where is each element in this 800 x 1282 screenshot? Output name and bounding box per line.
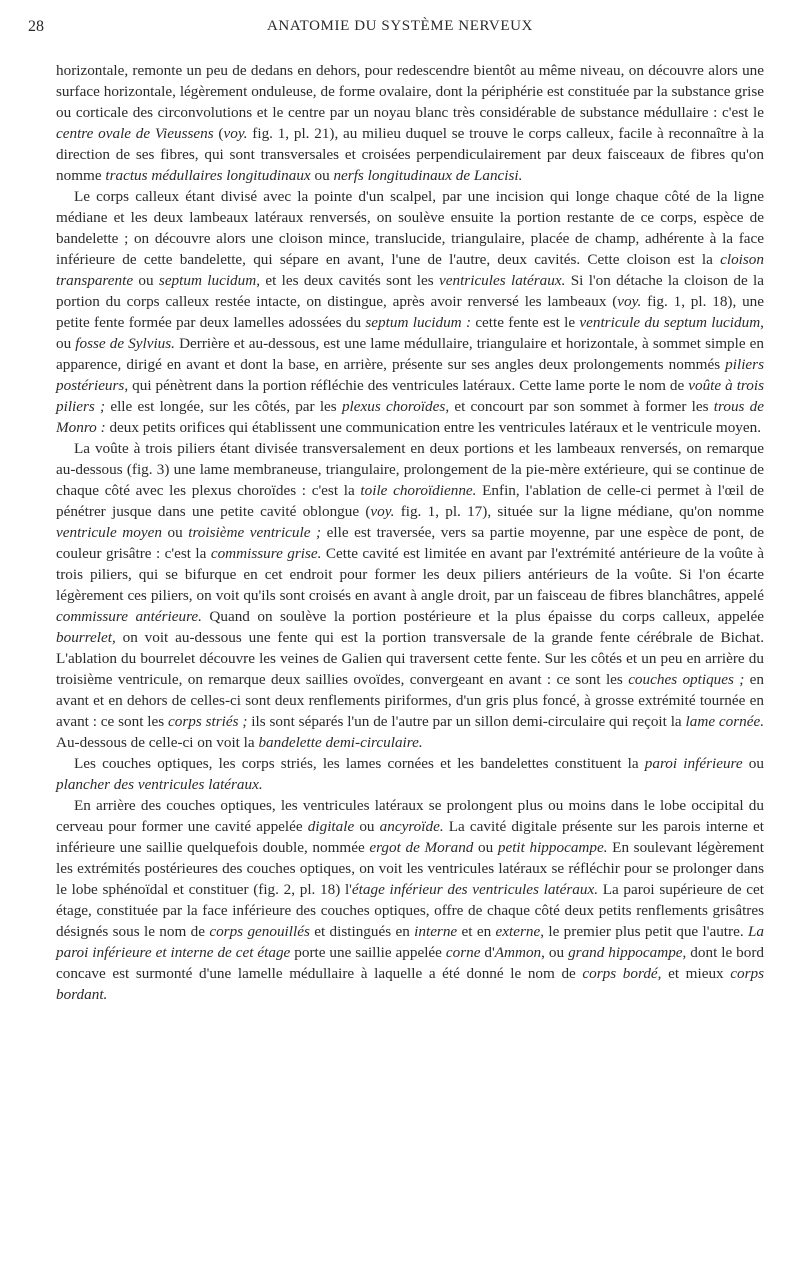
italic-term: septum lucidum : <box>365 314 472 331</box>
paragraph <box>56 60 764 186</box>
italic-term: grand hippocampe <box>568 944 683 961</box>
italic-term: ancyroïde. <box>379 818 444 835</box>
italic-term: corps striés ; <box>168 713 248 730</box>
italic-term: commissure antérieure. <box>56 608 202 625</box>
italic-term: ventricule du septum lucidum <box>579 314 761 331</box>
italic-term: interne <box>414 923 458 940</box>
text-run: Le corps calleux étant divisé avec la pointe d'un scalpel, par une incision qui longe chaque côté de la ligne médiane et les deux lambeaux latéraux renversés, on soulève ensuite la portion restante de ce corps, espèce de bandelette ; on découvre alors une cloison mince, translucide, triangulaire, placée de champ, adhérente à la face inférieure de cette bandelette, qui sépare en avant, l'une de l'autre, deux cavités. Cette cloison est la <box>56 188 764 268</box>
italic-term: trous de Monro : <box>56 398 765 436</box>
italic-term: voy. <box>370 503 395 520</box>
text-run: d' <box>480 944 495 961</box>
text-run: En soulevant légèrement les extrémités postérieures des couches optiques, on voit les ventricules latéraux se réfléchir pour se prolonger dans le lobe sphénoïdal et constituer (fig. 2, pl. 18) l' <box>56 839 764 898</box>
italic-term: plexus choroïdes <box>341 398 446 415</box>
text-run: En arrière des couches optiques, les ventricules latéraux se prolongent plus ou moins dans le lobe occipital du cerveau pour former une cavité appelée <box>56 797 764 835</box>
paragraph <box>56 795 764 1005</box>
text-run: porte une saillie appelée <box>290 944 446 961</box>
paragraph <box>56 438 764 753</box>
text-run: , on voit au-dessous une fente qui est la portion transversale de la grande fente cérébrale de Bichat. L'ablation du bourrelet découvre les veines de Galien qui traversent cette fente. Sur les côtés et un peu en arrière du troisième ventricule, on remarque deux saillies ovoïdes, convergeant en avant : ce sont les <box>56 629 764 688</box>
text-run: , et les deux cavités sont les <box>256 272 440 289</box>
text-run: ou <box>133 272 159 289</box>
italic-term: troisième ventricule ; <box>188 524 322 541</box>
italic-term: centre ovale de Vieussens <box>56 125 214 142</box>
text-run: ils sont séparés l'un de l'autre par un sillon demi-circulaire qui reçoit la <box>247 713 686 730</box>
italic-term: couches optiques ; <box>628 671 745 688</box>
text-run: ou <box>161 524 189 541</box>
italic-term: fosse de Sylvius. <box>75 335 175 352</box>
italic-term: externe <box>495 923 541 940</box>
italic-term: Ammon <box>494 944 542 961</box>
text-run: , qui pénètrent dans la portion réfléchie des ventricules latéraux. Cette lame porte le nom de <box>124 377 689 394</box>
italic-term: voûte à trois piliers ; <box>56 377 764 415</box>
italic-term: digitale <box>307 818 355 835</box>
text-run: ou <box>473 839 498 856</box>
text-run: Au-dessous de celle-ci on voit la <box>56 734 259 751</box>
text-run: elle est traversée, vers sa partie moyenne, par une espèce de pont, de couleur grisâtre : c'est la <box>56 524 765 562</box>
running-title: ANATOMIE DU SYSTÈME NERVEUX <box>267 18 533 34</box>
italic-term: piliers postérieurs <box>56 356 764 394</box>
text-run: fig. 1, pl. 17), située sur la ligne médiane, qu'on nomme <box>394 503 764 520</box>
italic-term: ventricule moyen <box>56 524 162 541</box>
text-run: fig. 1, pl. 18), une petite fente formée par deux lamelles adossées du <box>56 293 764 331</box>
italic-term: tractus médullaires longitudinaux <box>105 167 311 184</box>
text-run: Si l'on détache la cloison de la portion du corps calleux restée intacte, on distingue, après avoir renversé les lambeaux ( <box>56 272 764 310</box>
italic-term: cloison transparente <box>56 251 764 289</box>
paragraph <box>56 753 764 795</box>
text-run: et en <box>457 923 496 940</box>
text-run: horizontale, remonte un peu de dedans en dehors, pour redescendre bientôt au même niveau, on découvre alors une surface horizontale, légèrement onduleuse, de forme ovalaire, dont la périphérie est constituée par la substance grise ou corticale des circonvolutions et le centre par un noyau blanc très considérable de substance médullaire : c'est le <box>56 62 764 121</box>
text-run: La cavité digitale présente sur les parois interne et inférieure une saillie quelquefois double, nommée <box>56 818 764 856</box>
italic-term: La paroi inférieure et interne de cet étage <box>56 923 765 961</box>
text-run: elle est longée, sur les côtés, par les <box>105 398 342 415</box>
text-run: Enfin, l'ablation de celle-ci permet à l'œil de pénétrer jusque dans une petite cavité oblongue ( <box>56 482 764 520</box>
italic-term: voy. <box>617 293 642 310</box>
text-run: , dont le bord concave est surmonté d'une lamelle médullaire à laquelle a été donné le nom de <box>56 944 765 982</box>
text-run: fig. 1, pl. 21), au milieu duquel se trouve le corps calleux, facile à reconnaître à la direction de ses fibres, qui sont transversales et croisées perpendiculairement par deux faisceaux de fibres qu'on nomme <box>56 125 764 184</box>
text-run: Quand on soulève la portion postérieure et la plus épaisse du corps calleux, appelée <box>201 608 764 625</box>
text-run: La voûte à trois piliers étant divisée transversalement en deux portions et les lambeaux renversés, on remarque au-dessous (fig. 3) une lame membraneuse, triangulaire, prolongement de la pie-mère extérieure, qui se continue de chaque côté avec les plexus choroïdes : c'est la <box>56 440 764 499</box>
text-run: , ou <box>56 314 764 352</box>
page-header <box>28 18 772 42</box>
page-number: 28 <box>28 18 44 35</box>
text-run: cette fente est le <box>471 314 580 331</box>
text-run: , le premier plus petit que l'autre. <box>540 923 748 940</box>
italic-term: ventricules latéraux. <box>439 272 566 289</box>
text-run: Derrière et au-dessous, est une lame médullaire, triangulaire et horizontale, à sommet simple en apparence, dirigé en avant et dont la base, en arrière, présente sur ses angles deux prolongements nommés <box>56 335 764 373</box>
text-run: ( <box>213 125 224 142</box>
text-run: , et concourt par son sommet à former les <box>445 398 714 415</box>
italic-term: toile choroïdienne. <box>360 482 477 499</box>
italic-term: commissure grise. <box>210 545 322 562</box>
italic-term: petit hippocampe. <box>497 839 608 856</box>
italic-term: nerfs longitudinaux de Lancisi. <box>333 167 523 184</box>
italic-term: lame cornée. <box>685 713 765 730</box>
text-run: deux petits orifices qui établissent une communication entre les ventricules latéraux et le ventricule moyen. <box>105 419 762 436</box>
italic-term: corne <box>445 944 481 961</box>
text-run: ou <box>310 167 334 184</box>
text-run: , ou <box>541 944 569 961</box>
italic-term: plancher des ventricules latéraux. <box>56 776 263 793</box>
italic-term: étage inférieur des ventricules latéraux. <box>351 881 599 898</box>
text-run: Cette cavité est limitée en avant par l'extrémité antérieure de la voûte à trois piliers, qui se bifurque en cet endroit pour former les deux piliers antérieurs de la voûte. Si l'on écarte légèrement ces piliers, on voit qu'ils sont croisés en avant à angle droit, par un faisceau de fibres blanchâtres, appelé <box>56 545 764 604</box>
text-run: Les couches optiques, les corps striés, les lames cornées et les bandelettes constituent la <box>74 755 645 772</box>
italic-term: corps bordant. <box>56 965 765 1003</box>
paragraph <box>56 186 764 438</box>
italic-term: septum lucidum <box>158 272 257 289</box>
text-run: en avant et en dehors de celles-ci sont deux renflements piriformes, d'un gris plus foncé, à grosse extrémité tournée en avant : ce sont les <box>56 671 765 730</box>
italic-term: corps bordé <box>582 965 658 982</box>
text-run: et distingués en <box>309 923 415 940</box>
italic-term: bourrelet <box>56 629 112 646</box>
italic-term: ergot de Morand <box>369 839 474 856</box>
text-run: ou <box>354 818 380 835</box>
body-text <box>56 60 764 1005</box>
italic-term: corps genouillés <box>209 923 310 940</box>
text-run: , et mieux <box>657 965 731 982</box>
italic-term: bandelette demi-circulaire. <box>258 734 423 751</box>
italic-term: voy. <box>223 125 248 142</box>
text-run: ou <box>742 755 764 772</box>
text-run: La paroi supérieure de cet étage, constituée par la face inférieure des couches optiques, offre de chaque côté deux petits renflements grisâtres désignés sous le nom de <box>56 881 765 940</box>
italic-term: paroi inférieure <box>644 755 743 772</box>
